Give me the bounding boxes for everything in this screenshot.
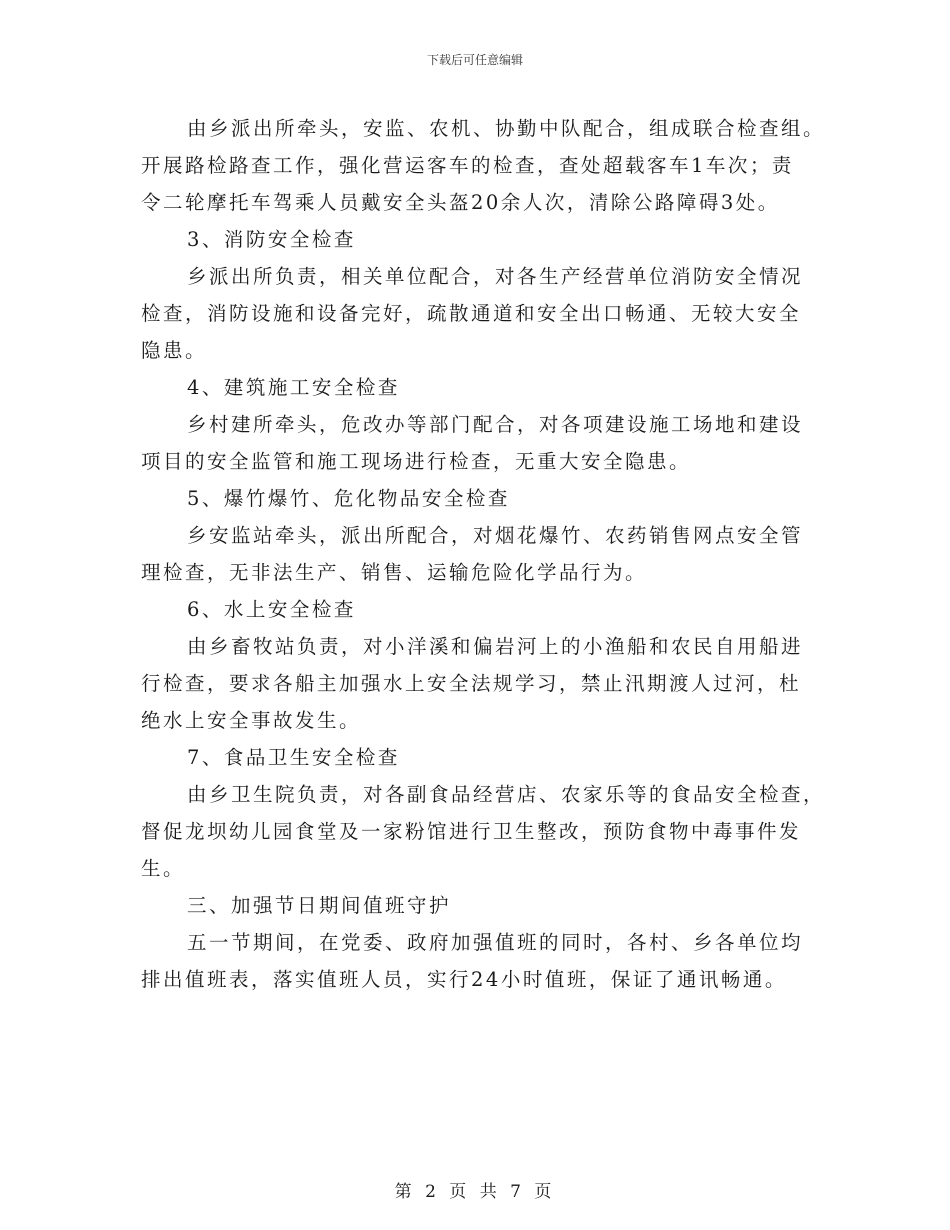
section-heading: 4、建筑施工安全检查 <box>187 376 400 399</box>
body-line: 行检查，要求各船主加强水上安全法规学习，禁止汛期渡人过河，杜 <box>141 672 802 695</box>
body-line: 隐患。 <box>141 339 208 362</box>
section-heading: 7、食品卫生安全检查 <box>187 746 400 769</box>
body-line: 理检查，无非法生产、销售、运输危险化学品行为。 <box>141 561 648 584</box>
body-line: 乡派出所负责，相关单位配合，对各生产经营单位消防安全情况 <box>187 265 804 288</box>
section-heading: 三、加强节日期间值班守护 <box>187 894 452 917</box>
body-line: 绝水上安全事故发生。 <box>141 709 362 732</box>
page-header: 下载后可任意编辑 <box>426 53 523 67</box>
body-line: 乡村建所牵头，危改办等部门配合，对各项建设施工场地和建设 <box>187 413 804 436</box>
body-line: 检查，消防设施和设备完好，疏散通道和安全出口畅通、无较大安全 <box>141 302 802 325</box>
section-heading: 5、爆竹爆竹、危化物品安全检查 <box>187 487 510 510</box>
body-line: 乡安监站牵头，派出所配合，对烟花爆竹、农药销售网点安全管 <box>187 524 804 547</box>
body-line: 排出值班表，落实值班人员，实行24小时值班，保证了通讯畅通。 <box>141 968 787 991</box>
body-line: 由乡卫生院负责，对各副食品经营店、农家乐等的食品安全检查， <box>187 783 826 806</box>
section-heading: 6、水上安全检查 <box>187 598 356 621</box>
body-line: 由乡畜牧站负责，对小洋溪和偏岩河上的小渔船和农民自用船进 <box>187 635 804 658</box>
body-line: 开展路检路查工作，强化营运客车的检查，查处超载客车1车次；责 <box>141 154 794 177</box>
body-line: 项目的安全监管和施工现场进行检查，无重大安全隐患。 <box>141 450 692 473</box>
body-line: 令二轮摩托车驾乘人员戴安全头盔20余人次，清除公路障碍3处。 <box>141 191 780 214</box>
body-line: 五一节期间，在党委、政府加强值班的同时，各村、乡各单位均 <box>187 931 804 954</box>
page-number: 第 2 页 共 7 页 <box>394 1182 556 1202</box>
section-heading: 3、消防安全检查 <box>187 228 356 251</box>
body-line: 督促龙坝幼儿园食堂及一家粉馆进行卫生整改，预防食物中毒事件发 <box>141 820 802 843</box>
document-body <box>141 110 826 998</box>
body-line: 生。 <box>141 857 186 880</box>
body-line: 由乡派出所牵头，安监、农机、协勤中队配合，组成联合检查组。 <box>187 117 826 140</box>
